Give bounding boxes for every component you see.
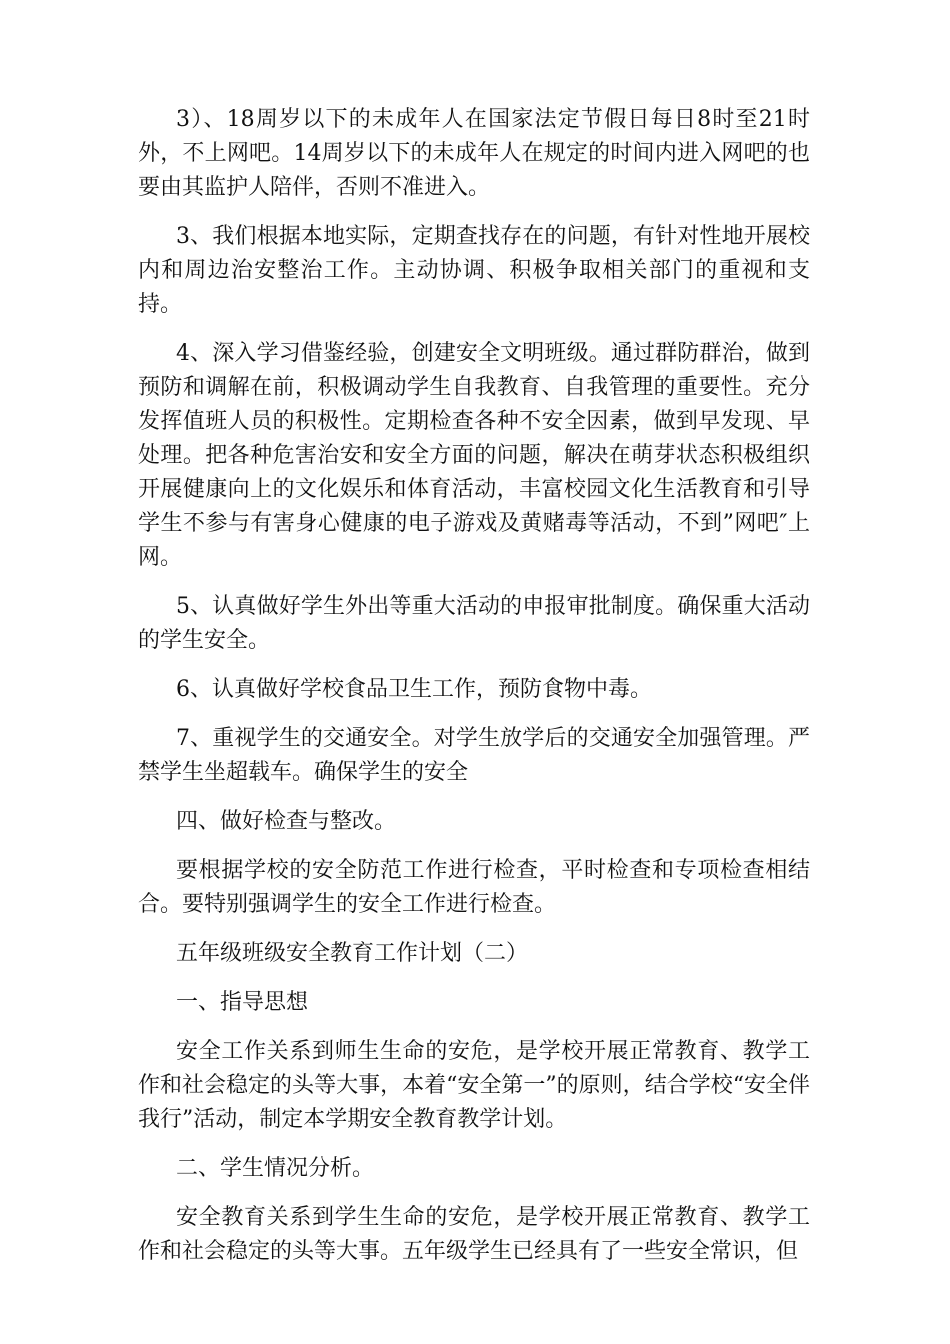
paragraph-item-6: 6、认真做好学校食品卫生工作，预防食物中毒。: [176, 677, 652, 702]
document-body: [138, 103, 810, 1284]
paragraph-item-7: 7、重视学生的交通安全。对学生放学后的交通安全加强管理。严禁学生坐超载车。确保学生的安全: [138, 726, 810, 785]
document-subtitle: 五年级班级安全教育工作计划（二）: [176, 941, 529, 966]
paragraph-item-4: 4、深入学习借鉴经验，创建安全文明班级。通过群防群治，做到预防和调解在前，积极调动学生自我教育、自我管理的重要性。充分发挥值班人员的积极性。定期检查各种不安全因素，做到早发现、早处理。把各种危害治安和安全方面的问题，解决在萌芽状态积极组织开展健康向上的文化娱乐和体育活动，丰富校园文化生活教育和引导学生不参与有害身心健康的电子游戏及黄赌毒等活动，不到”网吧″上网。: [138, 341, 810, 570]
section-heading-inspection: 四、做好检查与整改。: [176, 809, 397, 834]
section-heading-student-analysis: 二、学生情况分析。: [176, 1156, 375, 1181]
paragraph-student-analysis: 安全教育关系到学生生命的安危，是学校开展正常教育、教学工作和社会稳定的头等大事。五年级学生已经具有了一些安全常识，但: [138, 1205, 810, 1264]
section-heading-guiding-ideology: 一、指导思想: [176, 990, 309, 1015]
paragraph-item-3: 3、我们根据本地实际，定期查找存在的问题，有针对性地开展校内和周边治安整治工作。主动协调、积极争取相关部门的重视和支持。: [138, 224, 810, 317]
paragraph-inspection: 要根据学校的安全防范工作进行检查，平时检查和专项检查相结合。要特别强调学生的安全工作进行检查。: [138, 858, 810, 917]
paragraph-item-5: 5、认真做好学生外出等重大活动的申报审批制度。确保重大活动的学生安全。: [138, 594, 810, 653]
paragraph-internet-cafe-rule: 3）、18周岁以下的未成年人在国家法定节假日每日8时至21时外，不上网吧。14周岁以下的未成年人在规定的时间内进入网吧的也要由其监护人陪伴，否则不准进入。: [138, 107, 810, 200]
paragraph-guiding-ideology: 安全工作关系到师生生命的安危，是学校开展正常教育、教学工作和社会稳定的头等大事，本着“安全第一”的原则，结合学校“安全伴我行”活动，制定本学期安全教育教学计划。: [138, 1039, 810, 1132]
